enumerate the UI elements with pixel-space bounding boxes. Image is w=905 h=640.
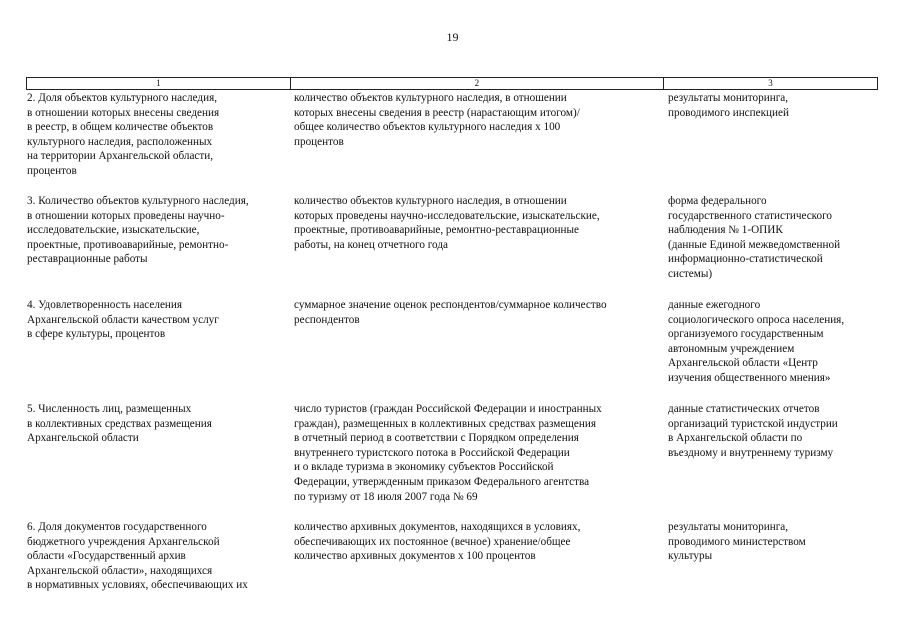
indicator-name: 3. Количество объектов культурного наследия, в отношении которых проведены научно- исследовательские, изыскательские, проектные, противоаварийные, ремонтно- реставрационные работы xyxy=(27,195,249,266)
table-row-indicator-6 xyxy=(26,520,878,593)
indicator-name: 6. Доля документов государственного бюджетного учреждения Архангельской области «Государственный архив Архангельской области», находящихся в нормативных условиях, обеспечивающих их xyxy=(27,521,248,592)
indicator-name: 2. Доля объектов культурного наследия, в отношении которых внесены сведения в реестр, в общем количестве объектов культурного наследия, расположенных на территории Архангельской области, процентов xyxy=(27,92,220,177)
column-number-3: 3 xyxy=(663,78,878,89)
calculation-formula: количество архивных документов, находящихся в условиях, обеспечивающих их постоянное (вечное) хранение/общее количество архивных документов х 100 процентов xyxy=(294,521,581,563)
calculation-formula: количество объектов культурного наследия, в отношении которых проведены научно-исследовательские, изыскательские, проектные, противоаварийные, ремонтно-реставрационные работы, на конец отчетного года xyxy=(294,195,600,251)
data-source: данные ежегодного социологического опроса населения, организуемого государственным автономным учреждением Архангельской области «Центр изучения общественного мнения» xyxy=(668,299,845,384)
data-source: форма федерального государственного статистического наблюдения № 1-ОПИК (данные Единой межведомственной информационно-статистической системы) xyxy=(668,195,841,280)
table-header-row xyxy=(26,77,878,90)
table-row-indicator-2 xyxy=(26,91,878,179)
column-number-2: 2 xyxy=(290,78,663,89)
calculation-formula: число туристов (граждан Российской Федерации и иностранных граждан), размещенных в коллективных средствах размещения в отчетный период в соответствии с Порядком определения внутреннего туристского потока в Российской Федерации и о вкладе туризма в экономику субъектов Российской Федерации, утвержденным приказом Федерального агентства по туризму от 18 июля 2007 года № 69 xyxy=(294,403,602,503)
page-number: 19 xyxy=(446,30,459,44)
calculation-formula: количество объектов культурного наследия, в отношении которых внесены сведения в реестр (нарастающим итогом)/ общее количество объектов культурного наследия х 100 процентов xyxy=(294,92,580,148)
indicators-table xyxy=(26,77,878,592)
indicator-name: 5. Численность лиц, размещенных в коллективных средствах размещения Архангельской области xyxy=(27,403,212,445)
column-number-1: 1 xyxy=(26,78,290,89)
data-source: результаты мониторинга, проводимого министерством культуры xyxy=(668,521,806,563)
table-row-indicator-5 xyxy=(26,402,878,504)
data-source: данные статистических отчетов организаций туристской индустрии в Архангельской области по въездному и внутреннему туризму xyxy=(668,403,838,459)
table-row-indicator-3 xyxy=(26,194,878,282)
indicator-name: 4. Удовлетворенность населения Архангельской области качеством услуг в сфере культуры, процентов xyxy=(27,299,219,341)
data-source: результаты мониторинга, проводимого инспекцией xyxy=(668,92,789,119)
calculation-formula: суммарное значение оценок респондентов/суммарное количество респондентов xyxy=(294,299,607,326)
table-row-indicator-4 xyxy=(26,298,878,386)
